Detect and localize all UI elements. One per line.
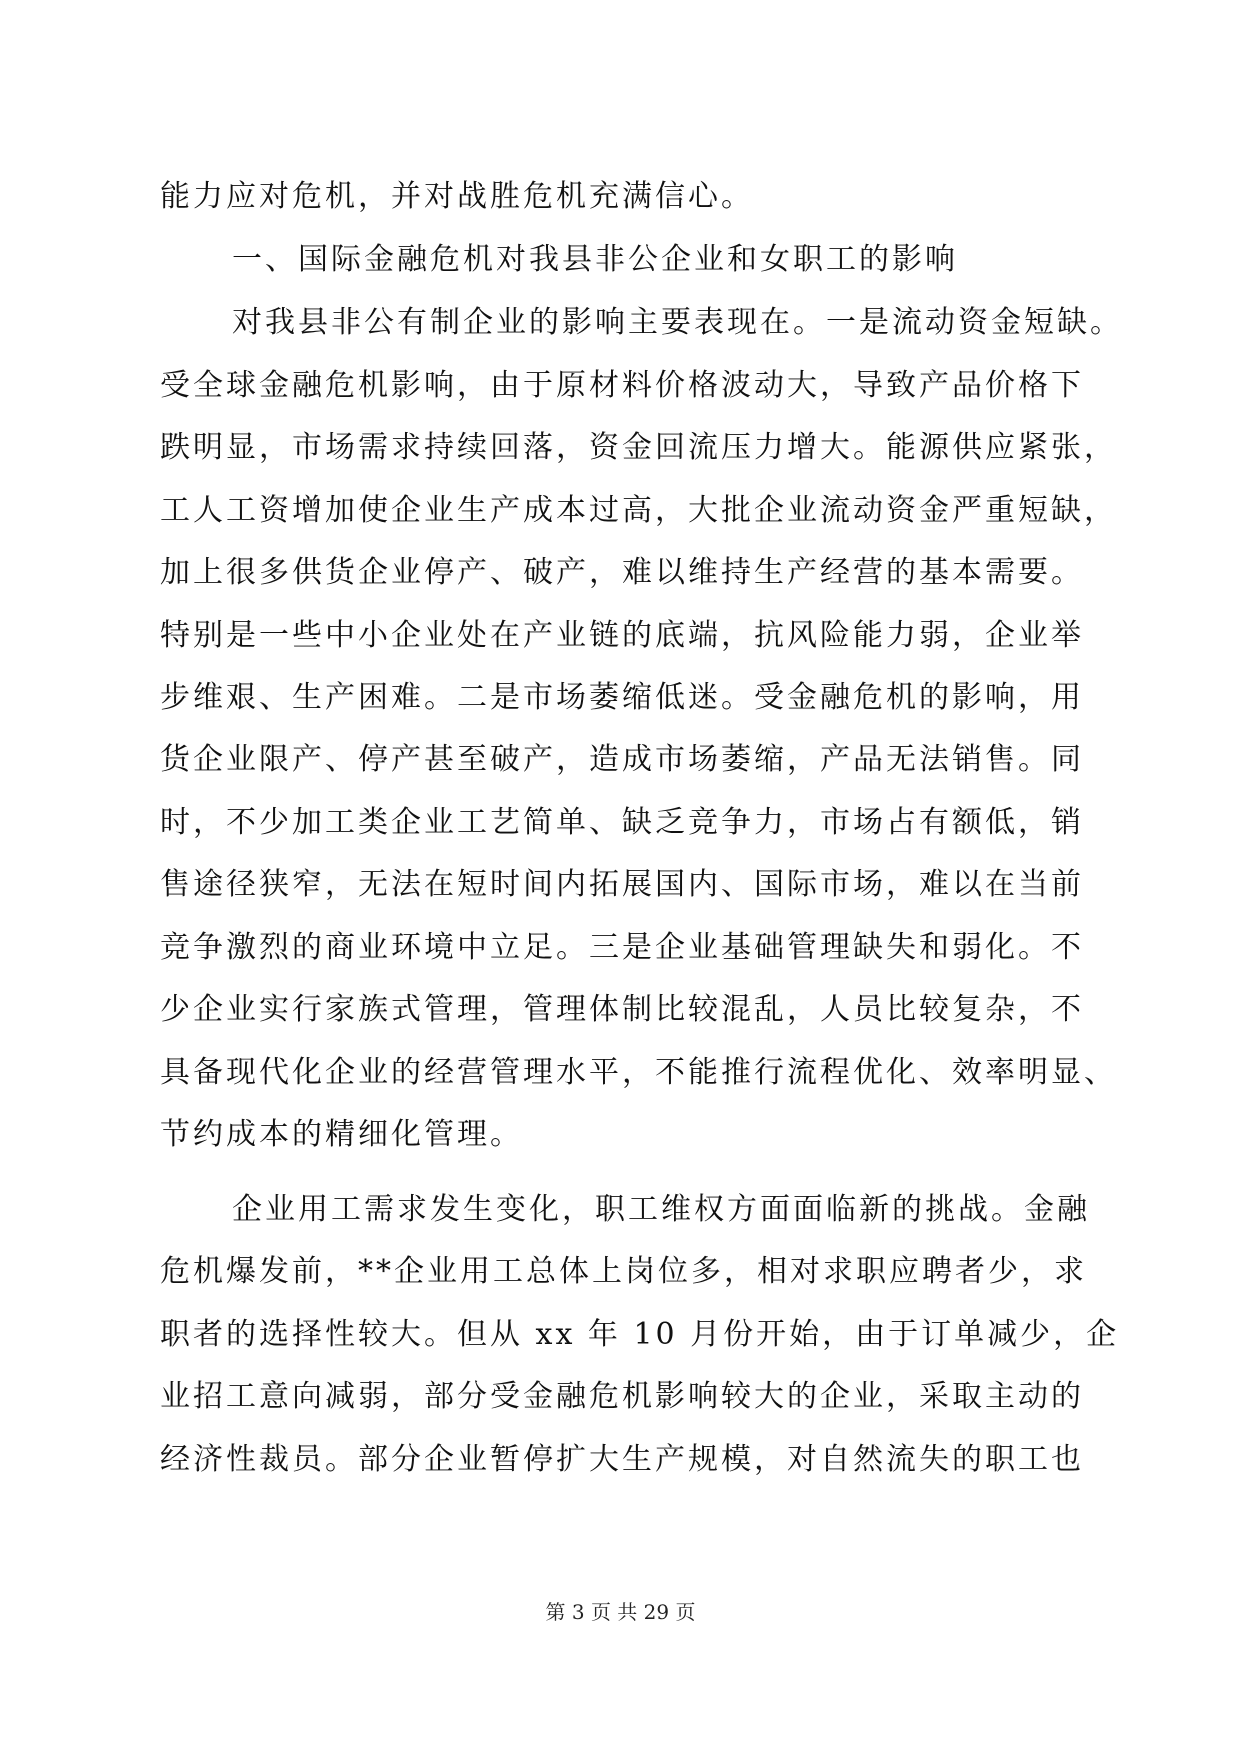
text-line: 能力应对危机，并对战胜危机充满信心。 bbox=[160, 179, 754, 214]
text-line: 少企业实行家族式管理，管理体制比较混乱，人员比较复杂，不 bbox=[160, 992, 1084, 1027]
text-line: 经济性裁员。部分企业暂停扩大生产规模，对自然流失的职工也 bbox=[160, 1442, 1084, 1477]
section-heading: 一、国际金融危机对我县非公企业和女职工的影响 bbox=[232, 242, 958, 277]
text-line: 企业用工需求发生变化，职工维权方面面临新的挑战。金融 bbox=[232, 1192, 1090, 1227]
text-line: 竞争激烈的商业环境中立足。三是企业基础管理缺失和弱化。不 bbox=[160, 930, 1084, 965]
text-line: 工人工资增加使企业生产成本过高，大批企业流动资金严重短缺， bbox=[160, 493, 1117, 528]
text-line: 业招工意向减弱，部分受金融危机影响较大的企业，采取主动的 bbox=[160, 1379, 1084, 1414]
text-line: 时，不少加工类企业工艺简单、缺乏竞争力，市场占有额低，销 bbox=[160, 805, 1084, 840]
text-line: 售途径狭窄，无法在短时间内拓展国内、国际市场，难以在当前 bbox=[160, 867, 1084, 902]
page-number-footer: 第 3 页 共 29 页 bbox=[545, 1600, 696, 1624]
text-line: 节约成本的精细化管理。 bbox=[160, 1117, 523, 1152]
text-line: 特别是一些中小企业处在产业链的底端，抗风险能力弱，企业举 bbox=[160, 618, 1084, 653]
text-line: 跌明显，市场需求持续回落，资金回流压力增大。能源供应紧张， bbox=[160, 430, 1117, 465]
text-line: 具备现代化企业的经营管理水平，不能推行流程优化、效率明显、 bbox=[160, 1055, 1117, 1090]
text-line: 货企业限产、停产甚至破产，造成市场萎缩，产品无法销售。同 bbox=[160, 742, 1084, 777]
text-line: 受全球金融危机影响，由于原材料价格波动大，导致产品价格下 bbox=[160, 368, 1084, 403]
text-line: 对我县非公有制企业的影响主要表现在。一是流动资金短缺。 bbox=[232, 305, 1123, 340]
text-line: 加上很多供货企业停产、破产，难以维持生产经营的基本需要。 bbox=[160, 555, 1084, 590]
text-line: 危机爆发前，**企业用工总体上岗位多，相对求职应聘者少，求 bbox=[160, 1254, 1087, 1289]
text-line: 职者的选择性较大。但从 xx 年 10 月份开始，由于订单减少，企 bbox=[160, 1317, 1120, 1352]
text-line: 步维艰、生产困难。二是市场萎缩低迷。受金融危机的影响，用 bbox=[160, 680, 1084, 715]
